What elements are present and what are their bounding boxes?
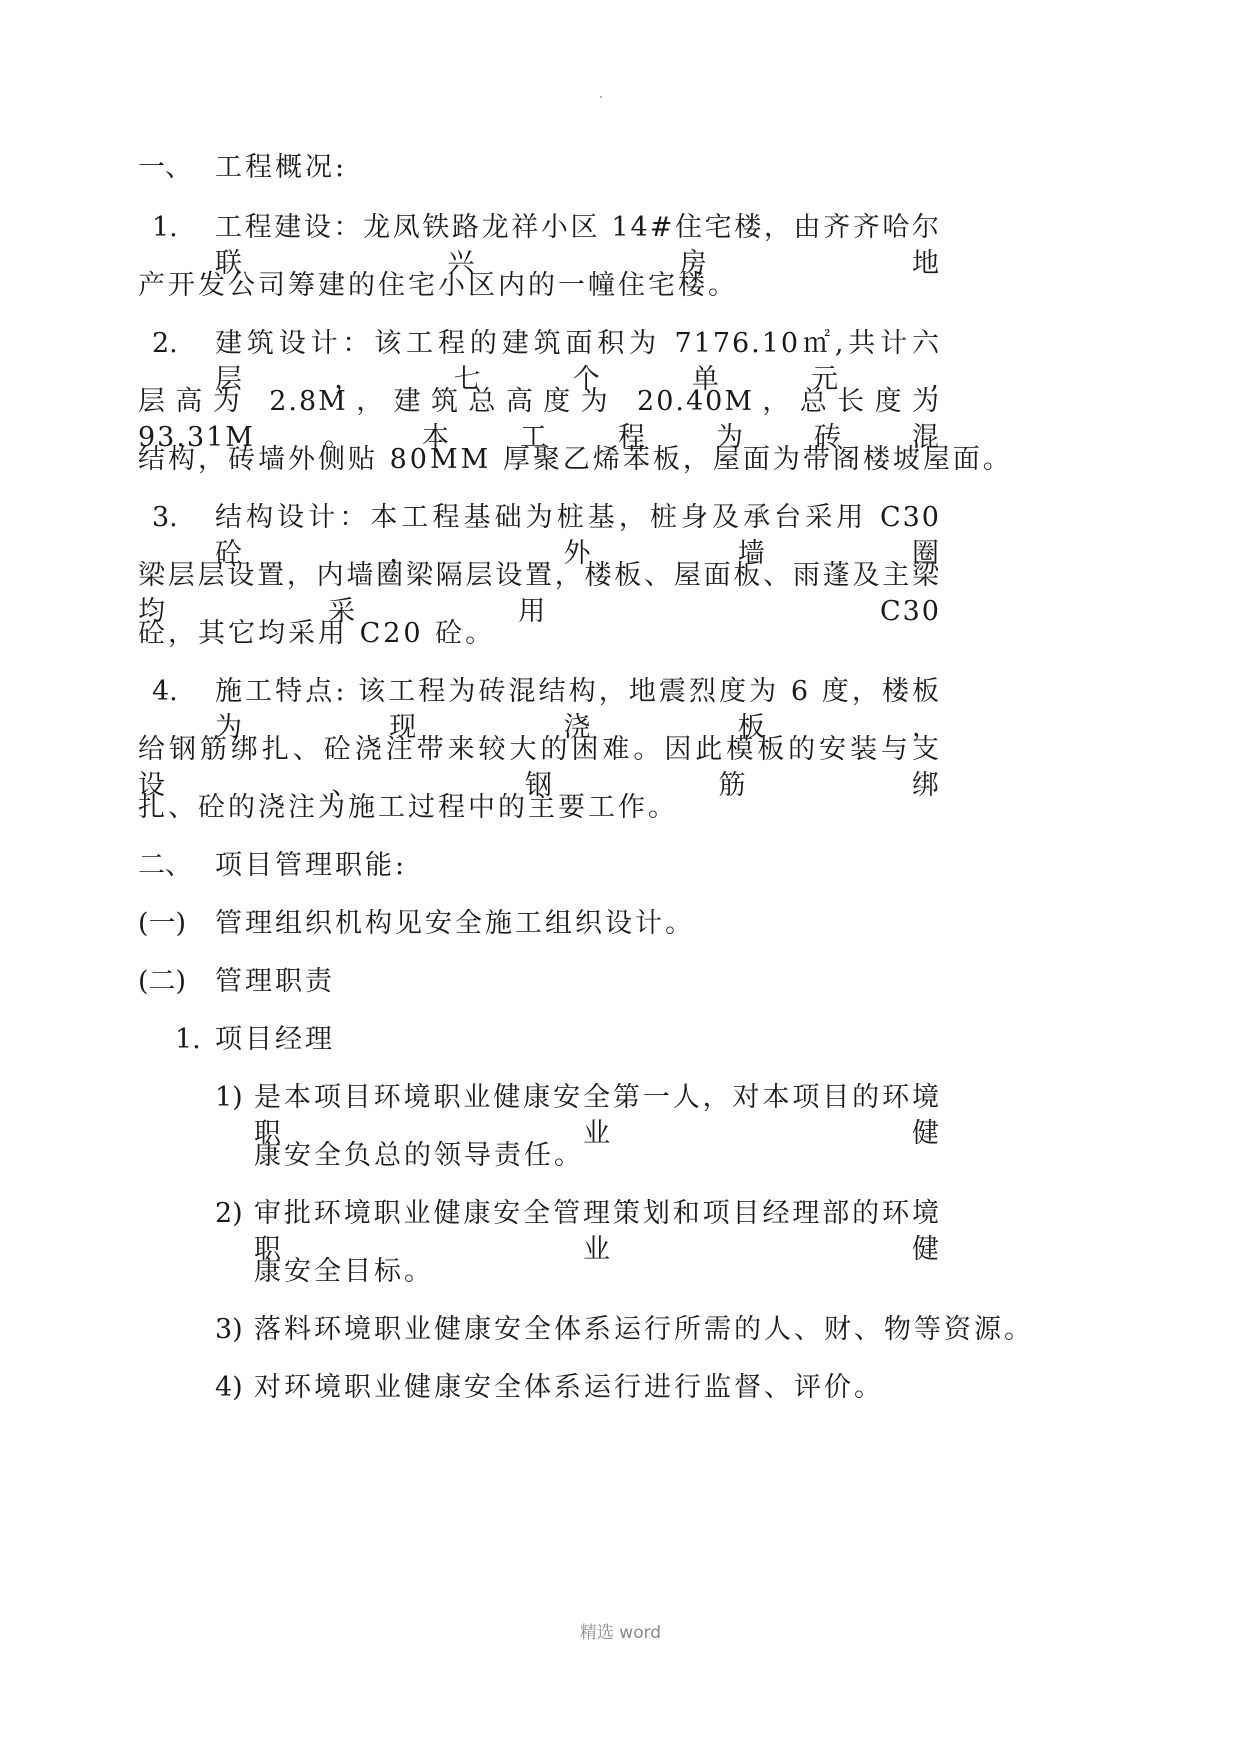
- list-item-number: 3): [215, 1314, 243, 1345]
- section-heading: 工程概况:: [215, 152, 348, 183]
- section-number: 一、: [138, 152, 192, 183]
- paragraph-line: 产开发公司筹建的住宅小区内的一幢住宅楼。: [138, 270, 738, 301]
- header-mark: [600, 96, 602, 98]
- section-number: 二、: [138, 850, 192, 881]
- list-item-line: 审批环境职业健康安全管理策划和项目经理部的环境职业健: [254, 1198, 941, 1265]
- paragraph-number: 3.: [152, 502, 178, 533]
- paragraph-line: 工程建设：龙凤铁路龙祥小区 14#住宅楼，由齐齐哈尔联兴房地: [215, 212, 941, 279]
- page-footer: 精选 word: [579, 1623, 662, 1643]
- subsection-text: 管理组织机构见安全施工组织设计。: [215, 908, 695, 939]
- paragraph-line: 结构设计：本工程基础为桩基，桩身及承台采用 C30 砼，外墙圈: [215, 502, 941, 569]
- list-item-number: 4): [215, 1372, 243, 1403]
- paragraph-line: 扎、砼的浇注为施工过程中的主要工作。: [138, 792, 678, 823]
- list-item-line: 康安全负总的领导责任。: [254, 1140, 584, 1171]
- list-item-number: 2): [215, 1198, 243, 1229]
- list-item-line: 康安全目标。: [254, 1256, 434, 1287]
- role-number: 1.: [175, 1024, 201, 1055]
- list-item-line: 对环境职业健康安全体系运行进行监督、评价。: [254, 1372, 884, 1403]
- paragraph-line: 梁层层设置，内墙圈梁隔层设置，楼板、屋面板、雨蓬及主梁均采用 C30: [138, 560, 941, 627]
- paragraph-line: 给钢筋绑扎、砼浇注带来较大的困难。因此模板的安装与支设、钢筋绑: [138, 734, 941, 801]
- role-title: 项目经理: [215, 1024, 335, 1055]
- paragraph-line: 砼，其它均采用 C20 砼。: [138, 618, 496, 649]
- subsection-text: 管理职责: [215, 966, 335, 997]
- paragraph-line: 层高为 2.8M，建筑总高度为 20.40M，总长度为 93.31M。本工程为砖混: [138, 386, 941, 453]
- paragraph-line: 建筑设计：该工程的建筑面积为 7176.10㎡,共计六层，七个单元,: [215, 328, 941, 395]
- paragraph-line: 结构，砖墙外侧贴 80MM 厚聚乙烯苯板，屋面为带阁楼坡屋面。: [138, 444, 1013, 475]
- subsection-number: (二): [138, 966, 187, 997]
- list-item-number: 1): [215, 1082, 243, 1113]
- section-heading: 项目管理职能:: [215, 850, 408, 881]
- subsection-number: (一): [138, 908, 187, 939]
- paragraph-number: 1.: [152, 212, 178, 243]
- list-item-line: 是本项目环境职业健康安全第一人，对本项目的环境职业健: [254, 1082, 941, 1149]
- paragraph-number: 2.: [152, 328, 178, 359]
- paragraph-number: 4.: [152, 676, 178, 707]
- list-item-line: 落料环境职业健康安全体系运行所需的人、财、物等资源。: [254, 1314, 1034, 1345]
- paragraph-line: 施工特点: 该工程为砖混结构，地震烈度为 6 度，楼板为现浇板，: [215, 676, 941, 743]
